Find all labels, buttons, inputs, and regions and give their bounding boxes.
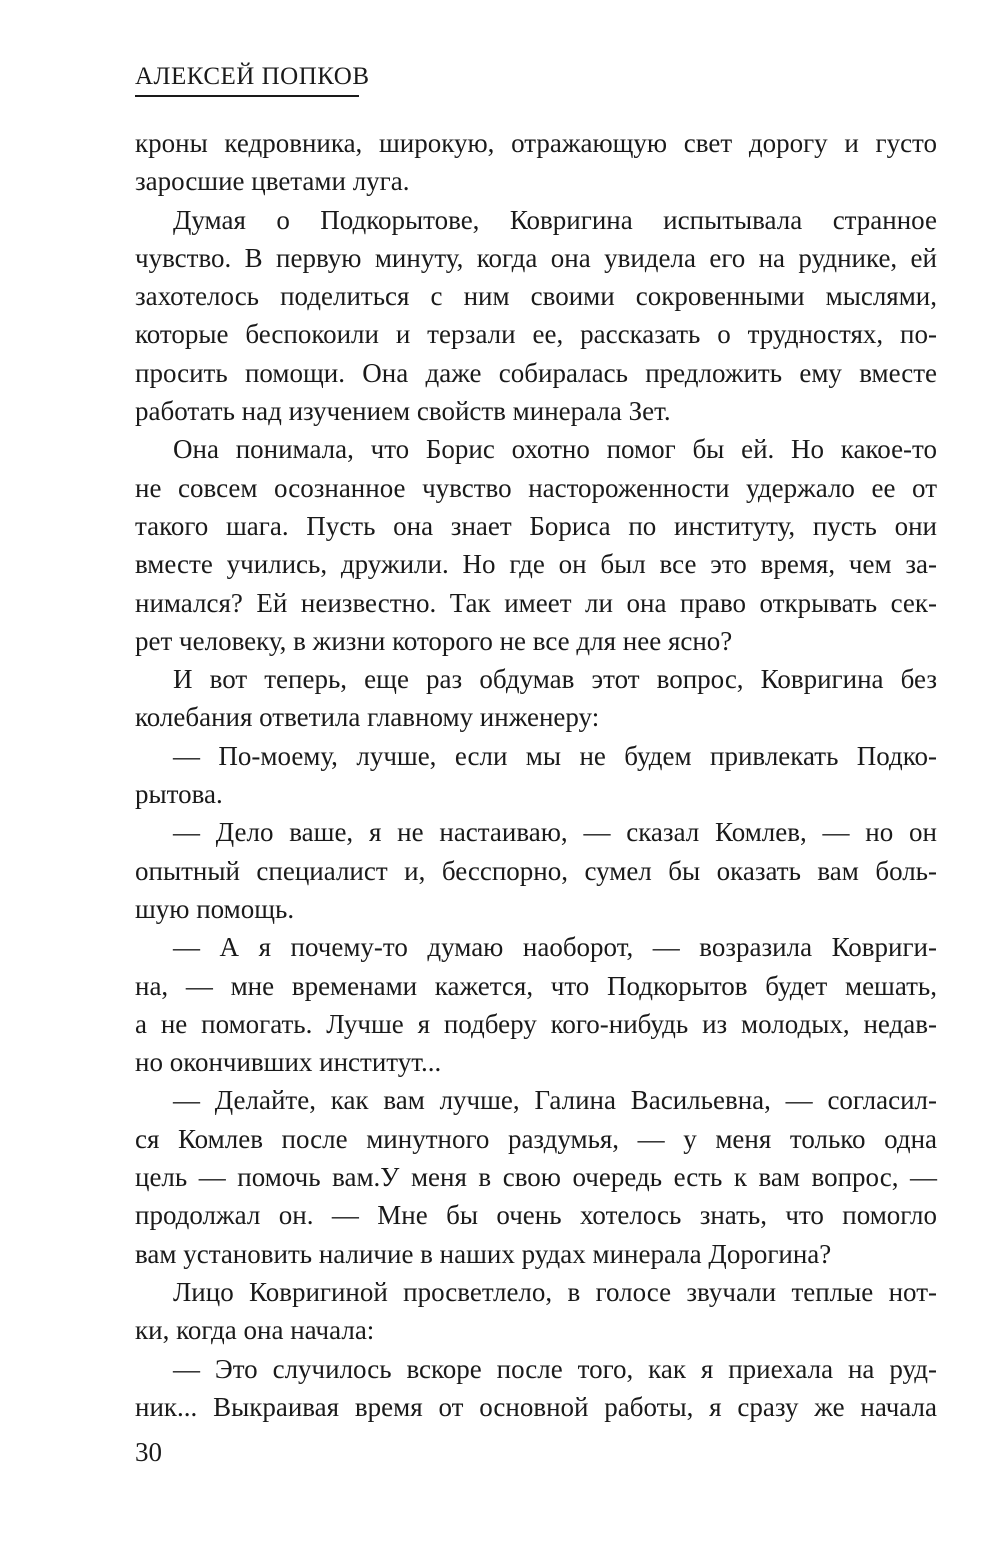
body-text [135, 124, 937, 1426]
text-line: Она понимала, что Борис охотно помог бы ей. Но какое-то [173, 434, 937, 465]
text-line: И вот теперь, еще раз обдумав этот вопрос, Ковригина без [173, 664, 937, 695]
text-line: а не помогать. Лучше я подберу кого-нибудь из молодых, недав- [135, 1008, 937, 1039]
text-line: нимался? Ей неизвестно. Так имеет ли она право открывать сек- [135, 587, 937, 618]
text-line: чувство. В первую минуту, когда она увидела его на руднике, ей [135, 242, 937, 273]
text-line: — Делайте, как вам лучше, Галина Васильевна, — согласил- [173, 1085, 937, 1116]
text-line: ник... Выкраивая время от основной работы, я сразу же начала [135, 1391, 937, 1422]
text-line: не совсем осознанное чувство настороженности удержало ее от [135, 472, 937, 503]
text-line: но окончивших институт... [135, 1047, 442, 1078]
text-line: — По-моему, лучше, если мы не будем привлекать Подко- [173, 740, 937, 771]
text-line: такого шага. Пусть она знает Бориса по институту, пусть они [135, 510, 937, 541]
text-line: рытова. [135, 779, 223, 810]
running-head-author: АЛЕКСЕЙ ПОПКОВ [135, 63, 370, 90]
text-line: ся Комлев после минутного раздумья, — у меня только одна [135, 1123, 937, 1154]
text-line: цель — помочь вам.У меня в свою очередь есть к вам вопрос, — [135, 1162, 937, 1193]
text-line: Думая о Подкорытове, Ковригина испытывала странное [173, 204, 937, 235]
text-line: которые беспокоили и терзали ее, рассказать о трудностях, по- [135, 319, 937, 350]
text-line: — А я почему-то думаю наоборот, — возразила Ковриги- [173, 932, 937, 963]
page-number: 30 [135, 1437, 162, 1467]
text-line: продолжал он. — Мне бы очень хотелось знать, что помогло [135, 1200, 937, 1231]
text-line: вам установить наличие в наших рудах минерала Дорогина? [135, 1238, 832, 1269]
text-line: рет человеку, в жизни которого не все для нее ясно? [135, 625, 733, 656]
text-line: просить помощи. Она даже собиралась предложить ему вместе [135, 357, 937, 388]
text-line: заросшие цветами луга. [135, 166, 410, 197]
text-line: Лицо Ковригиной просветлело, в голосе звучали теплые нот- [173, 1276, 937, 1307]
text-line: вместе учились, дружили. Но где он был все это время, чем за- [135, 549, 937, 580]
running-head-underline [135, 95, 359, 97]
text-line: работать над изучением свойств минерала Зет. [135, 396, 671, 427]
text-line: на, — мне временами кажется, что Подкорытов будет мешать, [135, 970, 937, 1001]
text-line: шую помощь. [135, 893, 295, 924]
text-line: ки, когда она начала: [135, 1315, 375, 1346]
text-line: кроны кедровника, широкую, отражающую свет дорогу и густо [135, 128, 937, 158]
text-line: — Дело ваше, я не настаиваю, — сказал Комлев, — но он [173, 817, 937, 848]
text-line: опытный специалист и, бесспорно, сумел бы оказать вам боль- [135, 855, 937, 886]
text-line: захотелось поделиться с ним своими сокровенными мыслями, [135, 281, 937, 312]
text-line: колебания ответила главному инженеру: [135, 702, 600, 733]
text-line: — Это случилось вскоре после того, как я приехала на руд- [173, 1353, 937, 1384]
